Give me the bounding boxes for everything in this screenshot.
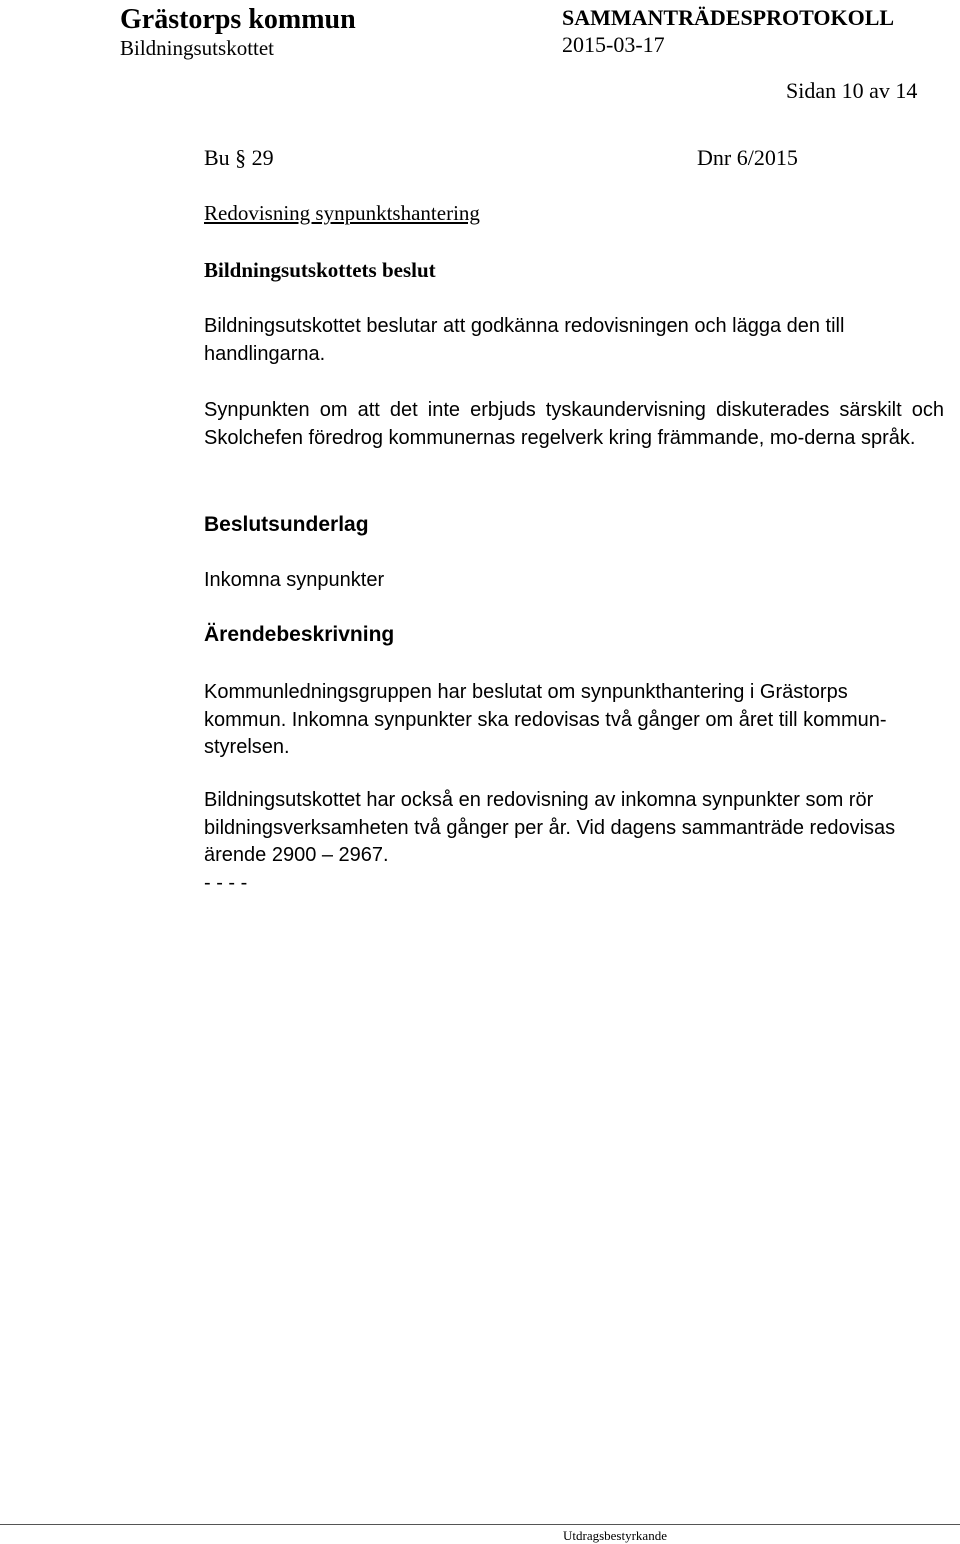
- description-paragraph-2: Bildningsutskottet har också en redovisning av inkomna synpunkter som rör bildningsverksamheten två gånger per år. Vid dagens sammanträde redovisas ärende 2900 – 2967.: [204, 789, 896, 866]
- document-type: SAMMANTRÄDESPROTOKOLL: [562, 5, 895, 30]
- description-paragraph-1: Kommunledningsgruppen har beslutat om synpunkthantering i Grästorps kommun. Inkomna synpunkter ska redovisas två gånger om året till kommun-styrelsen.: [204, 681, 887, 758]
- basis-text: Inkomna synpunkter: [204, 569, 385, 591]
- meeting-date: 2015-03-17: [562, 32, 665, 57]
- footer-label: Utdragsbestyrkande: [563, 1528, 667, 1543]
- description-heading: Ärendebeskrivning: [204, 623, 395, 646]
- end-marker: - - - -: [204, 872, 248, 894]
- committee-name: Bildningsutskottet: [120, 36, 275, 60]
- page-number: Sidan 10 av 14: [786, 78, 918, 103]
- footer-divider: [0, 1524, 960, 1525]
- decision-heading: Bildningsutskottets beslut: [204, 258, 436, 282]
- decision-text: Bildningsutskottet beslutar att godkänna redovisningen och lägga den till handlingarna.: [204, 315, 845, 365]
- decision-note: Synpunkten om att det inte erbjuds tyskaundervisning diskuterades särskilt och Skolchefen föredrog kommunernas regelverk kring främmande, mo-derna språk.: [204, 399, 944, 449]
- organization-name: Grästorps kommun: [120, 4, 356, 35]
- section-number: Bu § 29: [204, 145, 274, 170]
- case-number: Dnr 6/2015: [697, 145, 798, 170]
- basis-heading: Beslutsunderlag: [204, 513, 369, 536]
- item-subject: Redovisning synpunktshantering: [204, 201, 480, 225]
